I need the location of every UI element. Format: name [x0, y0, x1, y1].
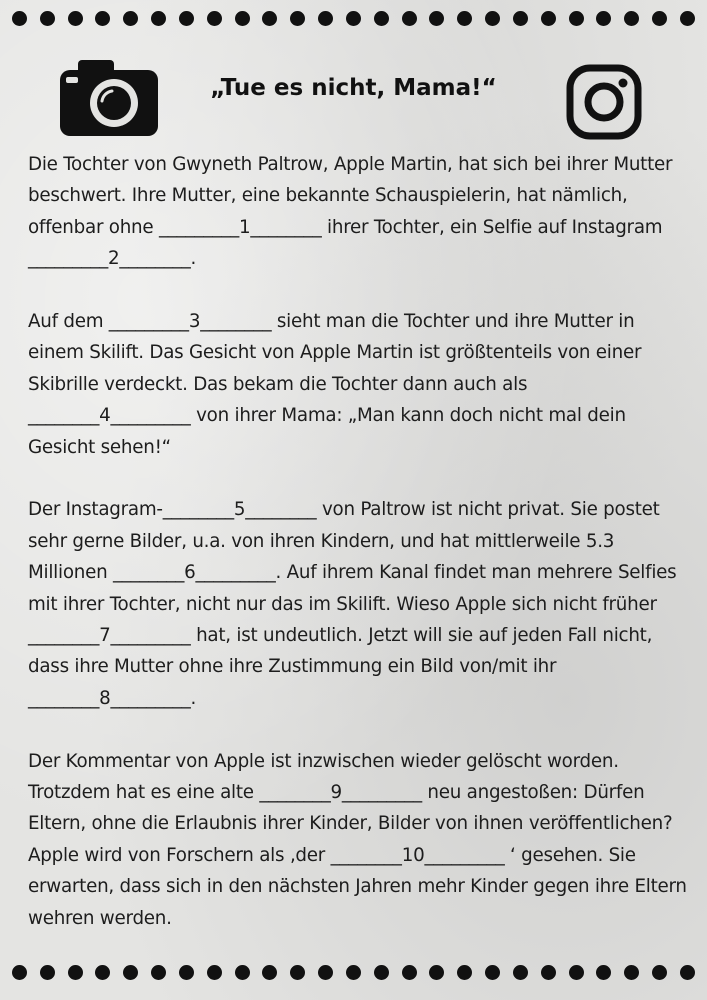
border-dot [12, 11, 27, 26]
border-dot [40, 965, 55, 980]
paragraph-2: Auf dem _________3________ sieht man die Tochter und ihre Mutter in einem Skilift. Das Gesicht von Apple Martin ist größtenteils von einer Skibrille verdeckt. Das bekam die Tochter dann auch als ________4_________ von ihrer Mama: „Man kann doch nicht mal dein Gesicht sehen!“ [28, 311, 642, 458]
border-dot [457, 11, 472, 26]
border-dot [95, 965, 110, 980]
border-dot [374, 11, 389, 26]
border-dot [290, 11, 305, 26]
header [0, 50, 707, 140]
border-dot [207, 11, 222, 26]
border-dot [123, 965, 138, 980]
border-dot [12, 965, 27, 980]
border-dot [179, 11, 194, 26]
border-dot [624, 11, 639, 26]
border-dot [402, 11, 417, 26]
border-dot [207, 965, 222, 980]
border-dot [569, 11, 584, 26]
border-dot [346, 965, 361, 980]
border-dot [95, 11, 110, 26]
border-dot [290, 965, 305, 980]
border-dot [457, 965, 472, 980]
border-dot [569, 965, 584, 980]
border-dot [262, 11, 277, 26]
border-dot [652, 11, 667, 26]
border-dot [596, 11, 611, 26]
border-dot [624, 965, 639, 980]
border-dot [318, 11, 333, 26]
border-dot [541, 11, 556, 26]
border-dot [123, 11, 138, 26]
border-dot [429, 965, 444, 980]
border-dot [680, 11, 695, 26]
border-dot [596, 965, 611, 980]
border-dot [68, 11, 83, 26]
border-dot [513, 11, 528, 26]
border-dot [402, 965, 417, 980]
article-body [28, 149, 693, 934]
border-dot [318, 965, 333, 980]
border-dot [374, 965, 389, 980]
border-dot [179, 965, 194, 980]
bottom-dot-border [0, 964, 707, 980]
border-dot [485, 965, 500, 980]
top-dot-border [0, 10, 707, 26]
border-dot [235, 965, 250, 980]
paragraph-1: Die Tochter von Gwyneth Paltrow, Apple Martin, hat sich bei ihrer Mutter beschwert. Ihre Mutter, eine bekannte Schauspielerin, hat nämlich, offenbar ohne _________1________ ihrer Tochter, ein Selfie auf Instagram _________2________. [28, 154, 673, 270]
border-dot [151, 965, 166, 980]
border-dot [680, 965, 695, 980]
border-dot [68, 965, 83, 980]
page-title: „Tue es nicht, Mama!“ [210, 75, 497, 101]
paragraph-3: Der Instagram-________5________ von Paltrow ist nicht privat. Sie postet sehr gerne Bilder, u.a. von ihren Kindern, und hat mittlerweile 5.3 Millionen ________6_________. Auf ihrem Kanal findet man mehrere Selfies mit ihrer Tochter, nicht nur das im Skilift. Wieso Apple sich nicht früher ________7_________ hat, ist undeutlich. Jetzt will sie auf jeden Fall nicht, dass ihre Mutter ohne ihre Zustimmung ein Bild von/mit ihr ________8_________. [28, 499, 677, 709]
border-dot [346, 11, 361, 26]
border-dot [40, 11, 55, 26]
border-dot [429, 11, 444, 26]
border-dot [513, 965, 528, 980]
paragraph-4: Der Kommentar von Apple ist inzwischen wieder gelöscht worden. Trotzdem hat es eine alte ________9_________ neu angestoßen: Dürfen Eltern, ohne die Erlaubnis ihrer Kinder, Bilder von ihnen veröffentlichen? Apple wird von Forschern als ‚der ________10_________ ‘ gesehen. Sie erwarten, dass sich in den nächsten Jahren mehr Kinder gegen ihre Eltern wehren werden. [28, 750, 687, 929]
instagram-icon [566, 64, 642, 140]
border-dot [262, 965, 277, 980]
border-dot [151, 11, 166, 26]
border-dot [652, 965, 667, 980]
border-dot [485, 11, 500, 26]
border-dot [235, 11, 250, 26]
border-dot [541, 965, 556, 980]
